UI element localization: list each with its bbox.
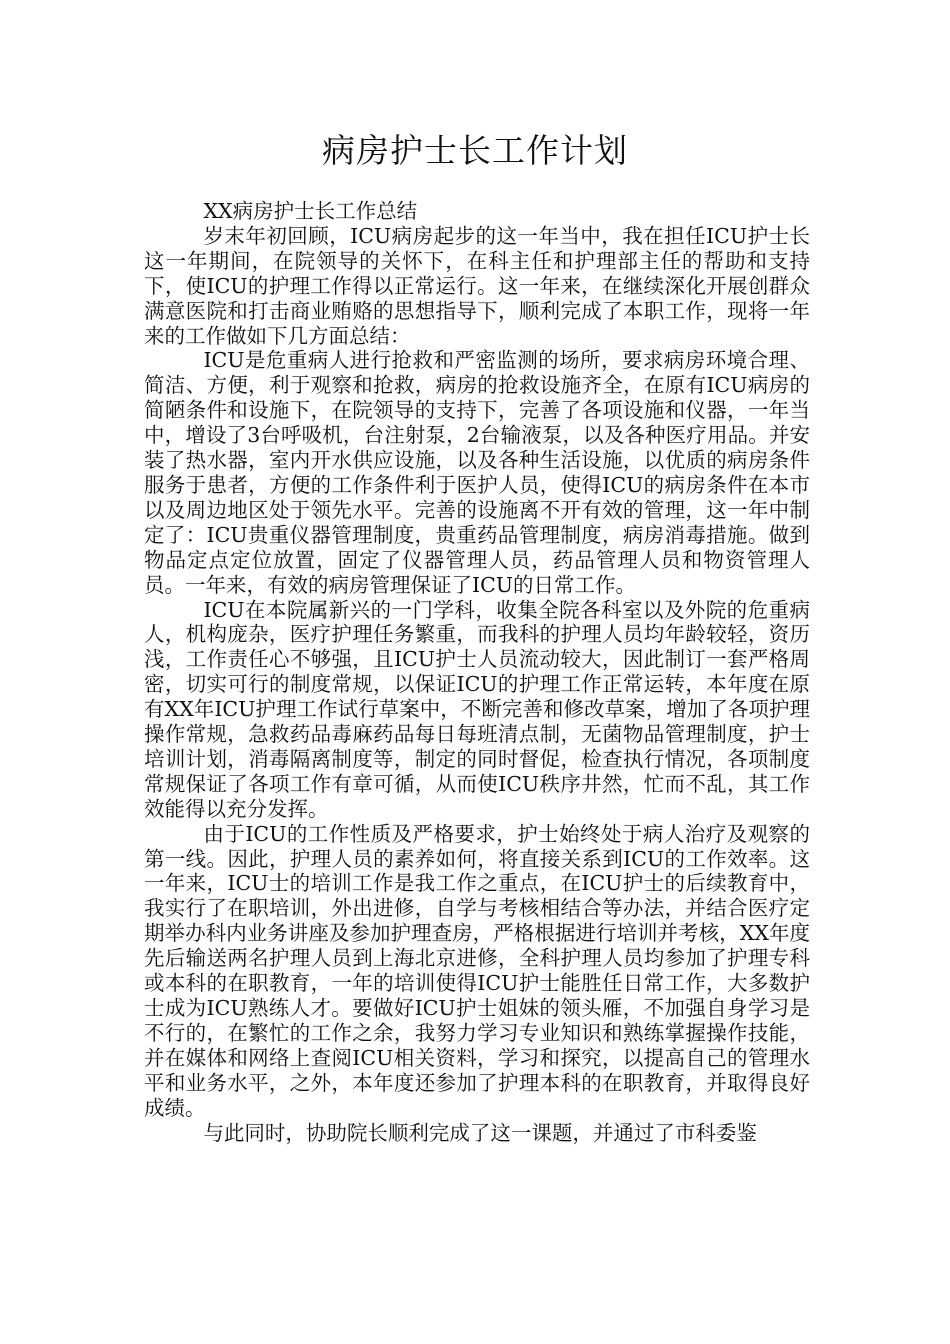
document-body [144, 199, 810, 1145]
paragraph-research: 与此同时，协助院长顺利完成了这一课题，并通过了市科委鉴 [203, 1120, 757, 1145]
page-title: 病房护士长工作计划 [322, 131, 628, 170]
section-heading: XX病房护士长工作总结 [203, 199, 418, 223]
paragraph-training: 由于ICU的工作性质及严格要求，护士始终处于病人治疗及观察的第一线。因此，护理人员的素养如何，将直接关系到ICU的工作效率。这一年来，ICU士的培训工作是我工作之重点，在ICU护士的后续教育中，我实行了在职培训，外出进修，自学与考核相结合等办法，并结合医疗定期举办科内业务讲座及参加护理查房，严格根据进行培训并考核，XX年度先后输送两名护理人员到上海北京进修，全科护理人员均参加了护理专科或本科的在职教育，一年的培训使得ICU护士能胜任日常工作，大多数护士成为ICU熟练人才。要做好ICU护士姐妹的领头雁，不加强自身学习是不行的，在繁忙的工作之余，我努力学习专业知识和熟练掌握操作技能，并在媒体和网络上查阅ICU相关资料，学习和探究，以提高自己的管理水平和业务水平，之外，本年度还参加了护理本科的在职教育，并取得良好成绩。 [144, 821, 810, 1120]
paragraph-facilities: ICU是危重病人进行抢救和严密监测的场所，要求病房环境合理、简洁、方便，利于观察和抢救，病房的抢救设施齐全，在原有ICU病房的简陋条件和设施下，在院领导的支持下，完善了各项设施和仪器，一年当中，增设了3台呼吸机，台注射泵，2台输液泵，以及各种医疗用品。并安装了热水器，室内开水供应设施，以及各种生活设施，以优质的病房条件服务于患者，方便的工作条件利于医护人员，使得ICU的病房条件在本市以及周边地区处于领先水平。完善的设施离不开有效的管理，这一年中制定了：ICU贵重仪器管理制度，贵重药品管理制度，病房消毒措施。做到物品定点定位放置，固定了仪器管理人员，药品管理人员和物资管理人员。一年来，有效的病房管理保证了ICU的日常工作。 [144, 348, 810, 597]
paragraph-intro: 岁末年初回顾，ICU病房起步的这一年当中，我在担任ICU护士长这一年期间，在院领导的关怀下，在科主任和护理部主任的帮助和支持下，使ICU的护理工作得以正常运行。这一年来，在继续深化开展创群众满意医院和打击商业贿赂的思想指导下，顺利完成了本职工作，现将一年来的工作做如下几方面总结： [144, 223, 810, 348]
paragraph-regulations: ICU在本院属新兴的一门学科，收集全院各科室以及外院的危重病人，机构庞杂，医疗护理任务繁重，而我科的护理人员均年龄较轻，资历浅，工作责任心不够强，且ICU护士人员流动较大，因此制订一套严格周密，切实可行的制度常规，以保证ICU的护理工作正常运转，本年度在原有XX年ICU护理工作试行草案中，不断完善和修改草案，增加了各项护理操作常规，急救药品毒麻药品每日每班清点制，无菌物品管理制度，护士培训计划，消毒隔离制度等，制定的同时督促，检查执行情况，各项制度常规保证了各项工作有章可循，从而使ICU秩序井然，忙而不乱，其工作效能得以充分发挥。 [144, 597, 810, 821]
